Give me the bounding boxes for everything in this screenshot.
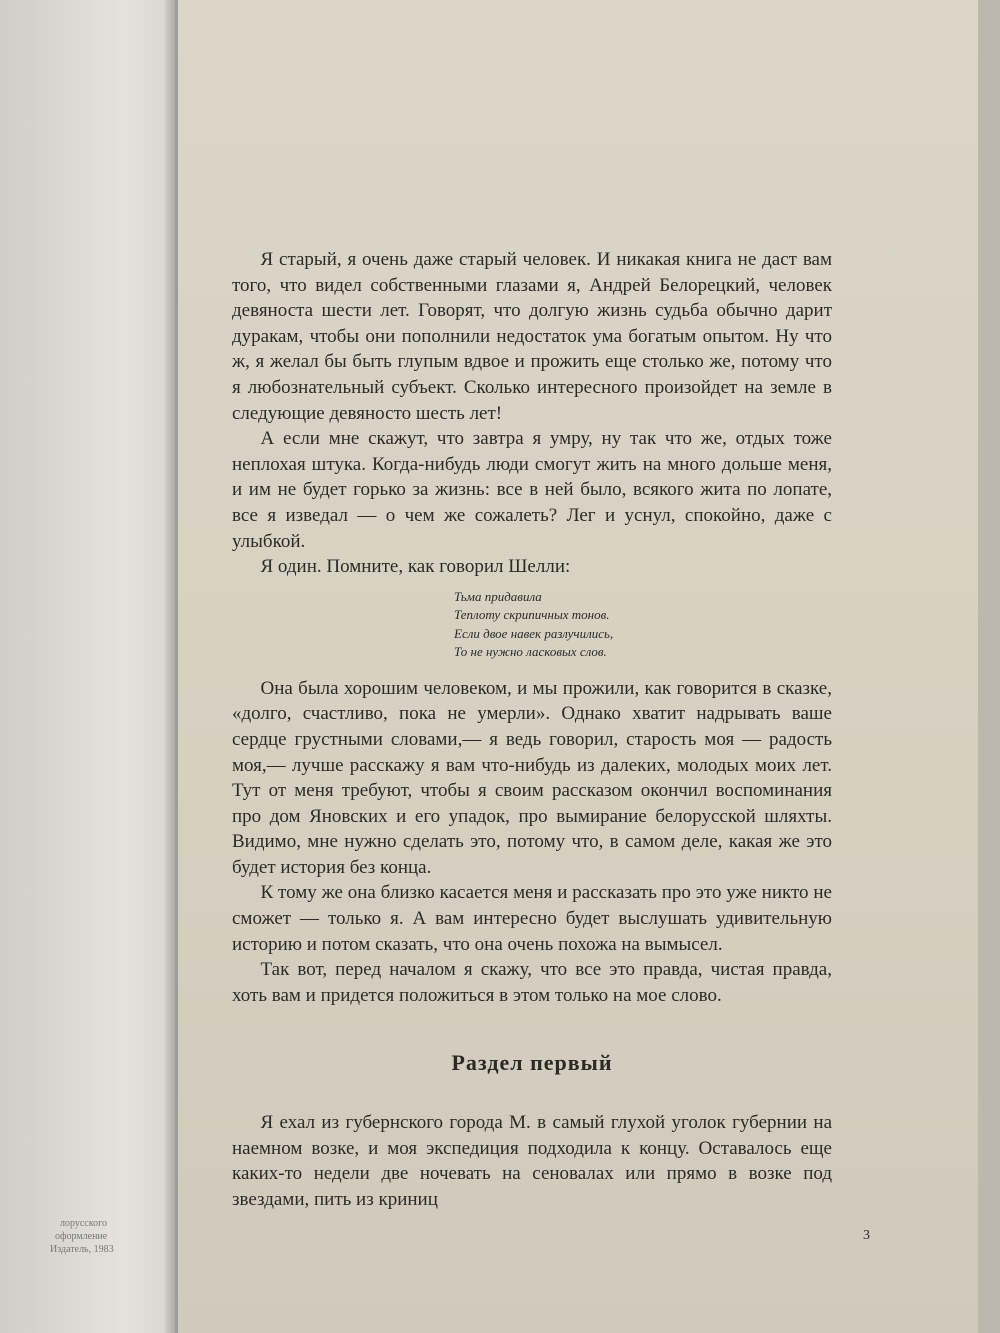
paragraph: Я старый, я очень даже старый человек. И никакая книга не даст вам того, что видел собственными глазами я, Андрей Белорецкий, человек девяноста шести лет. Говорят, что долгую жизнь судьба обычно дарит дуракам, чтобы они пополнили недостаток ума богатым опытом. Ну что ж, я желал бы быть глупым вдвое и прожить еще столько же, потому что я любознательный субъект. Сколько интересного произойдет на земле в следующие девяносто шесть лет!	[232, 249, 832, 424]
paragraph: А если мне скажут, что завтра я умру, ну так что же, отдых тоже неплохая штука. Когда-нибудь люди смогут жить на много дольше меня, и им не будет горько за жизнь: все в ней было, всякого жита по лопате, все я изведал — о чем же сожалеть? Лег и уснул, спокойно, даже с улыбкой.	[232, 428, 832, 552]
page-text	[232, 247, 832, 1212]
chapter-title: Раздел первый	[451, 1050, 613, 1076]
poem-line: Если двое навек разлучились,	[454, 625, 614, 641]
facing-page-fragment: Издатель, 1983	[50, 1244, 114, 1255]
epigraph-poem	[454, 588, 832, 662]
book-page	[178, 0, 978, 1333]
paragraph: К тому же она близко касается меня и рассказать про это уже никто не сможет — только я. А вам интересно будет выслушать удивительную историю и потом сказать, что она очень похожа на вымысел.	[232, 882, 832, 955]
facing-page-fragment: оформление	[55, 1231, 108, 1242]
poem-line: Теплоту скрипичных тонов.	[454, 607, 610, 623]
paragraph: Она была хорошим человеком, и мы прожили, как говорится в сказке, «долго, счастливо, пока не умерли». Однако хватит надрывать ваше сердце грустными словами,— я ведь говорил, старость моя — радость моя,— лучше расскажу я вам что-нибудь из далеких, молодых моих лет. Тут от меня требуют, чтобы я своим рассказом окончил воспоминания про дом Яновских и его упадок, про вымирание белорусской шляхты. Видимо, мне нужно сделать это, потому что, в самом деле, какая же это будет история без конца.	[232, 677, 832, 878]
paragraph: Я один. Помните, как говорил Шелли:	[260, 556, 571, 578]
poem-line: То не нужно ласковых слов.	[454, 644, 607, 660]
facing-page	[0, 0, 175, 1333]
poem-line: Тьма придавила	[454, 588, 542, 604]
background-edge	[978, 0, 1000, 1333]
page-number: 3	[863, 1228, 870, 1243]
paragraph: Я ехал из губернского города М. в самый глухой уголок губернии на наемном возке, и моя экспедиция подходила к концу. Оставалось еще каких-то недели две ночевать на сеновалах или прямо в возке под звездами, пить из криниц	[232, 1112, 832, 1210]
paragraph: Так вот, перед началом я скажу, что все это правда, чистая правда, хоть вам и придется положиться в этом только на мое слово.	[232, 959, 832, 1006]
facing-page-fragment: лорусского	[60, 1218, 107, 1229]
